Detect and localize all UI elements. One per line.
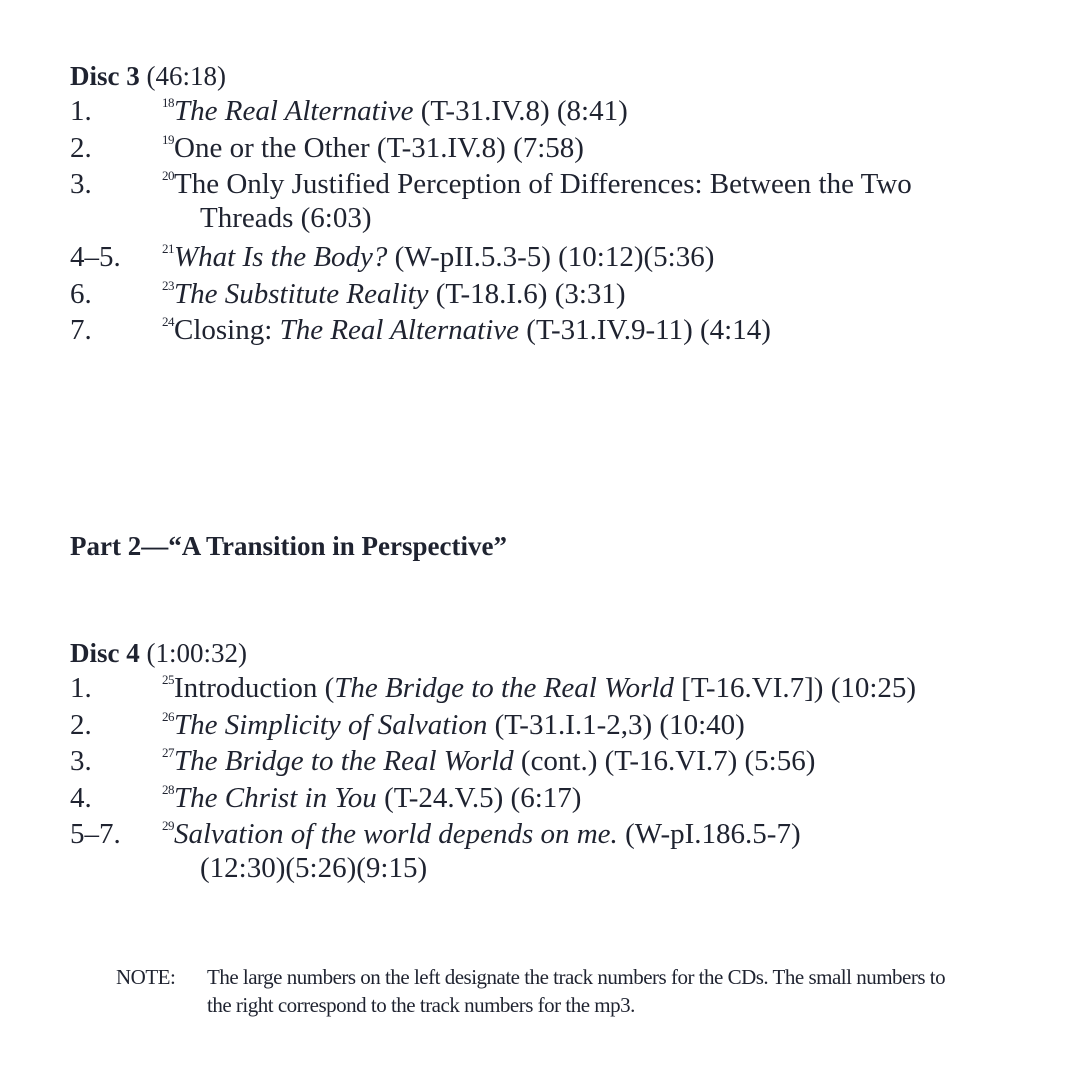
track-description xyxy=(162,708,1022,742)
track-title: The Real Alternative xyxy=(279,314,520,346)
track-text-suffix: (W-pII.5.3-5) (10:12)(5:36) xyxy=(387,241,715,273)
track-text-suffix: (T-18.I.6) (3:31) xyxy=(428,277,626,310)
cd-track-number: 4–5. xyxy=(70,241,121,273)
track-text-suffix: (T-24.V.5) (6:17) xyxy=(376,781,582,814)
track-description xyxy=(162,817,1022,885)
track-text-prefix: The Only Justified Perception of Differences: Between the Two xyxy=(174,168,912,200)
mp3-track-number: 21 xyxy=(162,241,174,256)
note-label: NOTE: xyxy=(116,965,176,989)
mp3-track-number: 28 xyxy=(162,781,174,797)
mp3-track-number: 24 xyxy=(162,314,174,329)
mp3-track-number: 26 xyxy=(162,708,174,724)
track-text-suffix: (T-31.IV.8) (8:41) xyxy=(413,95,628,127)
cd-track-number: 3. xyxy=(70,168,92,200)
track-description xyxy=(162,313,1022,347)
track-text-prefix: One or the Other (T-31.IV.8) (7:58) xyxy=(174,131,584,164)
disc-duration: (1:00:32) xyxy=(146,638,247,668)
track-title: The Bridge to the Real World xyxy=(174,745,514,777)
track-title: The Bridge to the Real World xyxy=(334,672,674,704)
mp3-track-number: 19 xyxy=(162,131,174,147)
disc-4-heading xyxy=(70,637,247,669)
cd-track-number: 3. xyxy=(70,745,92,777)
mp3-track-number: 27 xyxy=(162,745,174,760)
track-title: What Is the Body? xyxy=(174,241,388,273)
track-text-prefix: Introduction ( xyxy=(174,672,335,704)
cd-track-number: 2. xyxy=(70,708,92,741)
mp3-track-number: 23 xyxy=(162,277,174,293)
track-continuation: (12:30)(5:26)(9:15) xyxy=(200,852,428,884)
track-description xyxy=(162,277,1022,311)
track-title: The Real Alternative xyxy=(174,95,414,127)
part-heading: Part 2—“A Transition in Perspective” xyxy=(70,531,507,561)
cd-track-number: 2. xyxy=(70,131,92,164)
track-title: The Substitute Reality xyxy=(174,277,429,310)
cd-track-number: 6. xyxy=(70,277,92,310)
track-title: Salvation of the world depends on me. xyxy=(174,818,618,850)
mp3-track-number: 18 xyxy=(162,95,174,110)
track-text-prefix: Closing: xyxy=(174,314,280,346)
mp3-track-number: 29 xyxy=(162,818,174,833)
track-text-suffix: (T-31.IV.9-11) (4:14) xyxy=(519,314,771,346)
track-text-suffix: (W-pI.186.5-7) xyxy=(617,818,801,850)
mp3-track-number: 25 xyxy=(162,672,174,687)
track-description xyxy=(162,94,1022,128)
track-title: The Simplicity of Salvation xyxy=(174,708,488,741)
cd-track-number: 5–7. xyxy=(70,818,121,850)
track-description xyxy=(162,131,1022,165)
mp3-track-number: 20 xyxy=(162,168,174,183)
track-continuation: Threads (6:03) xyxy=(200,202,372,234)
disc-3-heading xyxy=(70,60,226,92)
track-description xyxy=(162,240,1022,274)
track-text-suffix: (T-31.I.1-2,3) (10:40) xyxy=(487,708,745,741)
cd-track-number: 1. xyxy=(70,95,92,127)
track-text-suffix: [T-16.VI.7]) (10:25) xyxy=(673,672,917,704)
note-text: The large numbers on the left designate the track numbers for the CDs. The small numbers to the right correspond to the track numbers for the mp3. xyxy=(207,965,946,1017)
track-description xyxy=(162,671,1022,705)
disc-label: Disc 3 xyxy=(70,61,140,91)
track-text-suffix: (cont.) (T-16.VI.7) (5:56) xyxy=(513,745,816,777)
disc-label: Disc 4 xyxy=(70,638,140,668)
track-description xyxy=(162,167,1022,235)
track-description xyxy=(162,781,1022,815)
cd-track-number: 1. xyxy=(70,672,92,704)
track-description xyxy=(162,744,1022,778)
cd-track-number: 7. xyxy=(70,314,92,346)
track-title: The Christ in You xyxy=(174,781,377,814)
disc-duration: (46:18) xyxy=(146,61,226,91)
cd-track-number: 4. xyxy=(70,781,92,814)
